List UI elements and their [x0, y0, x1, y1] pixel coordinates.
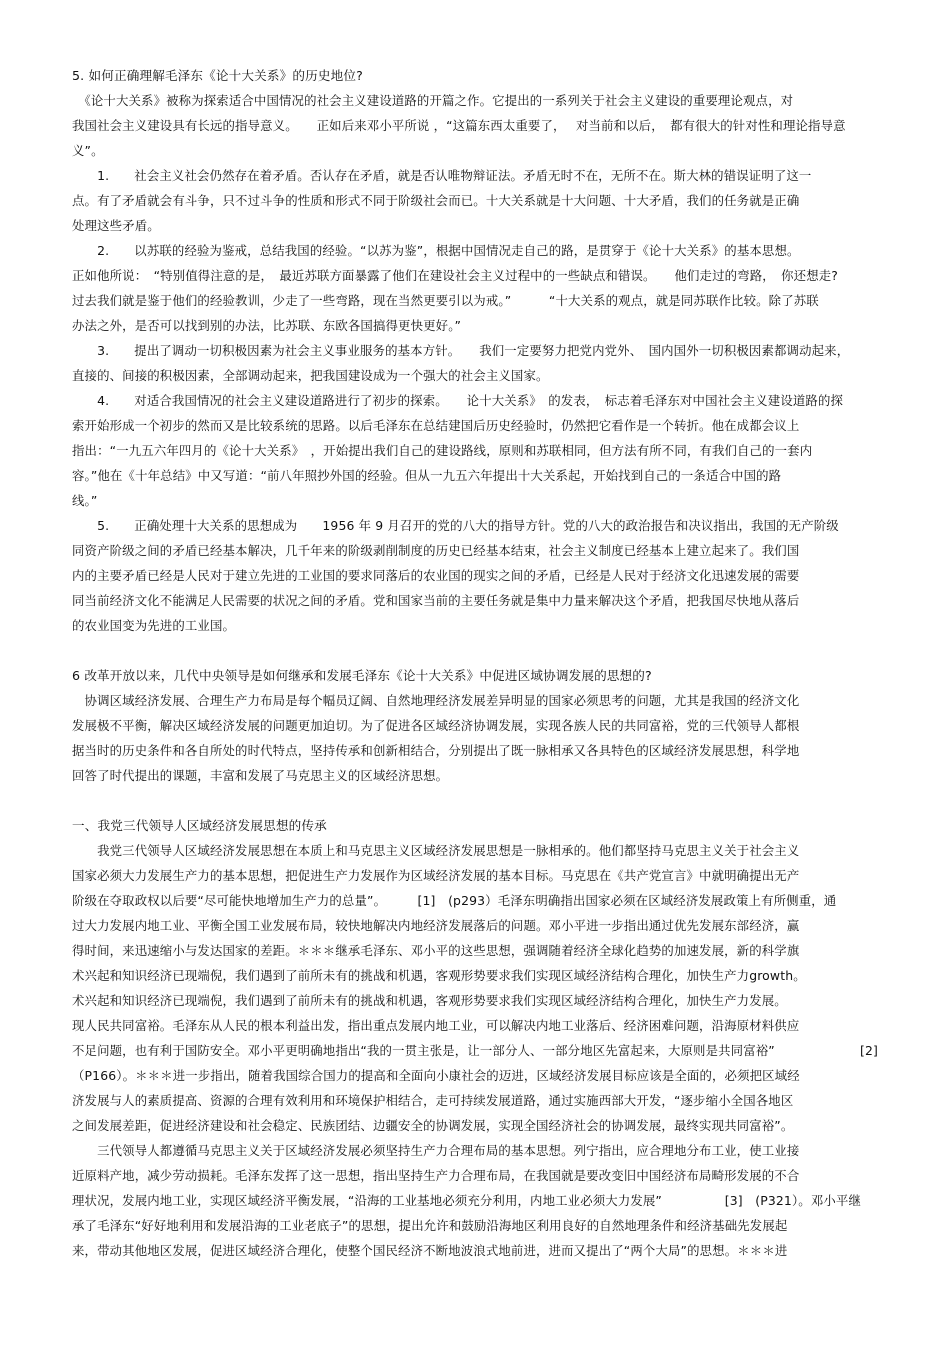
- text-line: 线。”: [72, 493, 98, 508]
- text-line: 过大力发展内地工业、平衡全国工业发展布局，较快地解决内地经济发展落后的问题。邓小平进一步指出通过优先发展东部经济，赢: [72, 918, 800, 933]
- text-line: 义”。: [72, 143, 104, 158]
- text-line: 过去我们就是鉴于他们的经验教训，少走了一些弯路，现在当然更要引以为戒。” “十大关系的观点，就是同苏联作比较。除了苏联: [72, 293, 819, 308]
- text-line: 索开始形成一个初步的然而又是比较系统的思路。以后毛泽东在总结建国后历史经验时，仍然把它看作是一个转折。他在成都会议上: [72, 418, 800, 433]
- text-line: 济发展与人的素质提高、资源的合理有效利用和环境保护相结合，走可持续发展道路，通过实施西部大开发，“逐步缩小全国各地区: [72, 1093, 794, 1108]
- text-line: 1. 社会主义社会仍然存在着矛盾。否认存在矛盾，就是否认唯物辩证法。矛盾无时不在，无所不在。斯大林的错误证明了这一: [72, 168, 812, 183]
- text-line: 我国社会主义建设具有长远的指导意义。 正如后来邓小平所说 ，“这篇东西太重要了， 对当前和以后， 都有很大的针对性和理论指导意: [72, 118, 846, 133]
- text-line: 国家必须大力发展生产力的基本思想，把促进生产力发展作为区域经济发展的基本目标。马克思在《共产党宣言》中就明确提出无产: [72, 868, 800, 883]
- text-line: 三代领导人都遵循马克思主义关于区域经济发展必须坚持生产力合理布局的基本思想。列宁指出，应合理地分布工业，使工业接: [72, 1143, 800, 1158]
- text-line: 得时间，来迅速缩小与发达国家的差距。＊＊＊继承毛泽东、邓小平的这些思想，强调随着经济全球化趋势的加速发展，新的科学旗: [72, 943, 800, 958]
- text-line: 3. 提出了调动一切积极因素为社会主义事业服务的基本方针。 我们一定要努力把党内党外、 国内国外一切积极因素都调动起来，: [72, 343, 850, 358]
- text-line: 4. 对适合我国情况的社会主义建设道路进行了初步的探索。 论十大关系》 的发表， 标志着毛泽东对中国社会主义建设道路的探: [72, 393, 844, 408]
- citation-ref: [2]: [860, 1043, 879, 1058]
- text-line: 回答了时代提出的课题，丰富和发展了马克思主义的区域经济思想。: [72, 768, 449, 783]
- text-line: 5. 正确处理十大关系的思想成为 1956 年 9 月召开的党的八大的指导方针。党的八大的政治报告和决议指出，我国的无产阶级: [72, 518, 839, 533]
- text-line: 处理这些矛盾。: [72, 218, 160, 233]
- text-line: 《论十大关系》被称为探索适合中国情况的社会主义建设道路的开篇之作。它提出的一系列关于社会主义建设的重要理论观点，对: [72, 93, 794, 108]
- text-line: 直接的、间接的积极因素，全部调动起来，把我国建设成为一个强大的社会主义国家。: [72, 368, 549, 383]
- section-heading: 一、我党三代领导人区域经济发展思想的传承: [72, 818, 327, 833]
- text-line: 的农业国变为先进的工业国。: [72, 618, 236, 633]
- text-line: 点。有了矛盾就会有斗争，只不过斗争的性质和形式不同于阶级社会而已。十大关系就是十大问题、十大矛盾，我们的任务就是正确: [72, 193, 800, 208]
- text-line: 同当前经济文化不能满足人民需要的状况之间的矛盾。党和国家当前的主要任务就是集中力量来解决这个矛盾，把我国尽快地从落后: [72, 593, 800, 608]
- text-line: 近原料产地，减少劳动损耗。毛泽东发挥了这一思想，指出坚持生产力合理布局，在我国就是要改变旧中国经济布局畸形发展的不合: [72, 1168, 800, 1183]
- text-line: 发展极不平衡，解决区域经济发展的问题更加迫切。为了促进各区域经济协调发展，实现各族人民的共同富裕，党的三代领导人都根: [72, 718, 800, 733]
- text-line: 指出：“一九五六年四月的《论十大关系》 ，开始提出我们自己的建设路线，原则和苏联相同，但方法有所不同，有我们自己的一套内: [72, 443, 813, 458]
- text-line: 内的主要矛盾已经是人民对于建立先进的工业国的要求同落后的农业国的现实之间的矛盾，已经是人民对于经济文化迅速发展的需要: [72, 568, 800, 583]
- text-line: 不足问题，也有利于国防安全。邓小平更明确地指出“我的一贯主张是，让一部分人、一部分地区先富起来，大原则是共同富裕”: [72, 1043, 775, 1058]
- text-line: 术兴起和知识经济已现端倪，我们遇到了前所未有的挑战和机遇，客观形势要求我们实现区域经济结构合理化，加快生产力发展。: [72, 993, 787, 1008]
- text-line: 之间发展差距，促进经济建设和社会稳定、民族团结、边疆安全的协调发展，实现全国经济社会的协调发展，最终实现共同富裕”。: [72, 1118, 794, 1133]
- text-line: 术兴起和知识经济已现端倪，我们遇到了前所未有的挑战和机遇，客观形势要求我们实现区域经济结构合理化，加快生产力growth。: [72, 968, 806, 983]
- text-line: 我党三代领导人区域经济发展思想在本质上和马克思主义区域经济发展思想是一脉相承的。他们都坚持马克思主义关于社会主义: [72, 843, 800, 858]
- text-line: 2. 以苏联的经验为鉴戒，总结我国的经验。“以苏为鉴”，根据中国情况走自己的路，是贯穿于《论十大关系》的基本思想。: [72, 243, 800, 258]
- text-line: 协调区域经济发展、合理生产力布局是每个幅员辽阔、自然地理经济发展差异明显的国家必须思考的问题，尤其是我国的经济文化: [72, 693, 800, 708]
- text-line: 承了毛泽东“好好地利用和发展沿海的工业老底子”的思想，提出允许和鼓励沿海地区利用良好的自然地理条件和经济基础先发展起: [72, 1218, 788, 1233]
- text-line: 办法之外，是否可以找到别的办法，比苏联、东欧各国搞得更快更好。”: [72, 318, 462, 333]
- text-line: 同资产阶级之间的矛盾已经基本解决，几千年来的阶级剥削制度的历史已经基本结束，社会主义制度已经基本上建立起来了。我们国: [72, 543, 800, 558]
- section-heading: 6 改革开放以来，几代中央领导是如何继承和发展毛泽东《论十大关系》中促进区域协调发展的思想的?: [72, 668, 652, 683]
- text-line: 来，带动其他地区发展，促进区域经济合理化，使整个国民经济不断地波浪式地前进，进而又提出了“两个大局”的思想。＊＊＊进: [72, 1243, 788, 1258]
- text-line: 据当时的历史条件和各自所处的时代特点，坚持传承和创新相结合，分别提出了既一脉相承又各具特色的区域经济发展思想，科学地: [72, 743, 800, 758]
- text-line: （P166）。＊＊＊进一步指出，随着我国综合国力的提高和全面向小康社会的迈进，区域经济发展目标应该是全面的，必须把区域经: [72, 1068, 800, 1083]
- text-line: 理状况，发展内地工业，实现区域经济平衡发展，“沿海的工业基地必须充分利用，内地工业必须大力发展” [3] (P321）。邓小平继: [72, 1193, 862, 1208]
- text-line: 阶级在夺取政权以后要“尽可能快地增加生产力的总量”。 [1] (p293）毛泽东明确指出国家必须在区域经济发展政策上有所侧重，通: [72, 893, 837, 908]
- text-line: 现人民共同富裕。毛泽东从人民的根本利益出发，指出重点发展内地工业，可以解决内地工业落后、经济困难问题，沿海原材料供应: [72, 1018, 800, 1033]
- text-line: 容。”他在《十年总结》中又写道：“前八年照抄外国的经验。但从一九五六年提出十大关系起，开始找到自己的一条适合中国的路: [72, 468, 782, 483]
- text-line: 正如他所说： “特别值得注意的是， 最近苏联方面暴露了他们在建设社会主义过程中的一些缺点和错误。 他们走过的弯路， 你还想走?: [72, 268, 839, 283]
- section-heading: 5. 如何正确理解毛泽东《论十大关系》的历史地位?: [72, 68, 363, 83]
